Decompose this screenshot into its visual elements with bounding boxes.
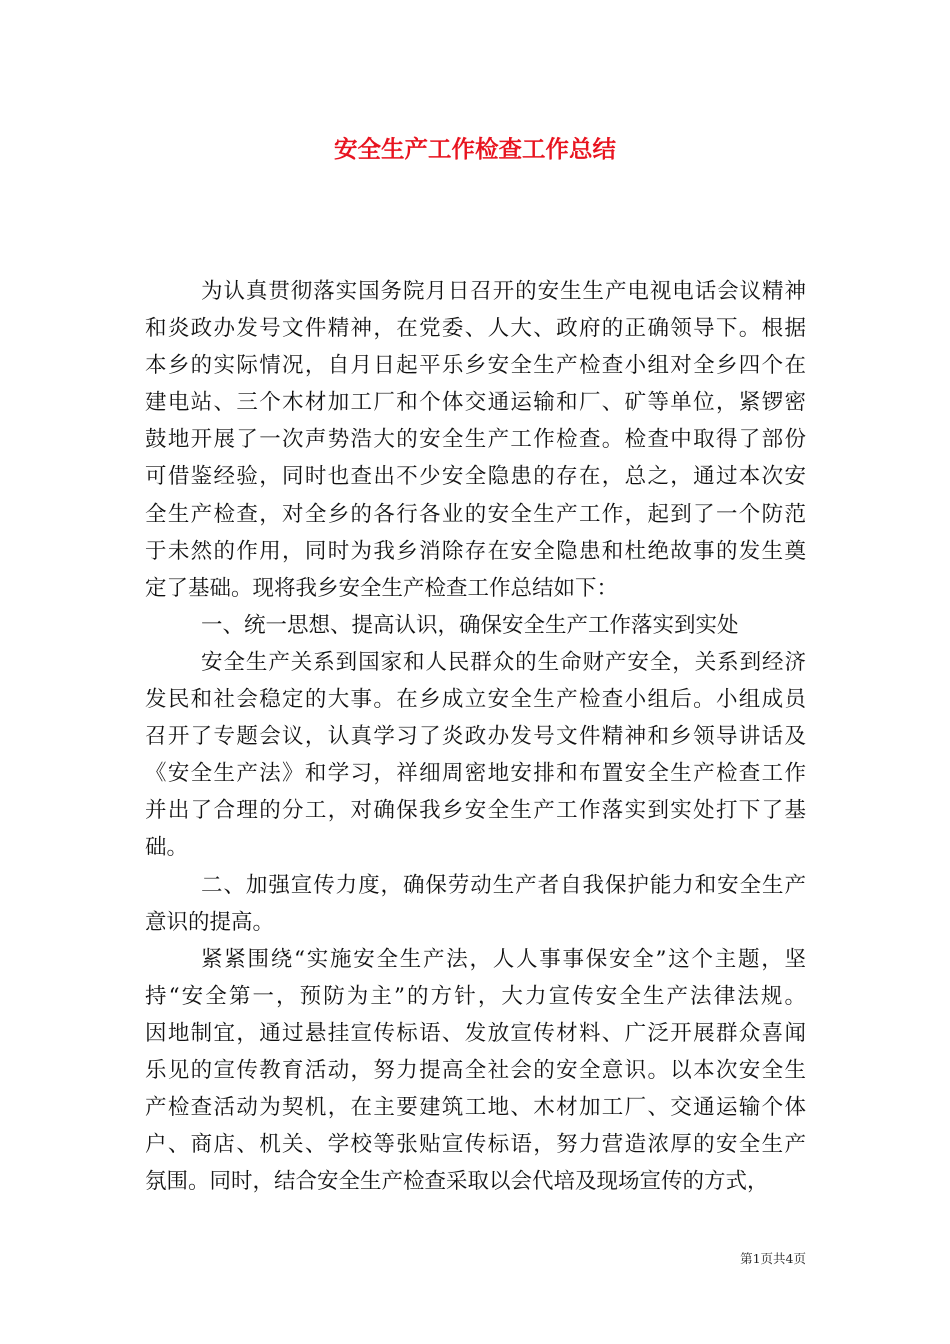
text-line: 全生产检查，对全乡的各行各业的安全生产工作，起到了一个防范 xyxy=(145,501,806,527)
page-number: 第1页共4页 xyxy=(740,1251,806,1266)
text-line: 召开了专题会议，认真学习了炎政办发号文件精神和乡领导讲话及 xyxy=(145,724,806,750)
text-line: 安全生产关系到国家和人民群众的生命财产安全，关系到经济 xyxy=(201,649,806,675)
text-line: 因地制宜，通过悬挂宣传标语、发放宣传材料、广泛开展群众喜闻 xyxy=(145,1020,806,1046)
text-line: 一、统一思想、提高认识，确保安全生产工作落实到实处 xyxy=(201,612,739,638)
text-line: 可借鉴经验，同时也查出不少安全隐患的存在，总之，通过本次安 xyxy=(145,464,806,490)
text-line: 为认真贯彻落实国务院月日召开的安生生产电视电话会议精神 xyxy=(201,279,806,304)
text-line: 本乡的实际情况，自月日起平乐乡安全生产检查小组对全乡四个在 xyxy=(145,353,806,379)
text-line: 紧紧围绕“实施安全生产法，人人事事保安全”这个主题，坚 xyxy=(201,946,806,972)
text-line: 《安全生产法》和学习，祥细周密地安排和布置安全生产检查工作 xyxy=(145,761,806,787)
text-line: 鼓地开展了一次声势浩大的安全生产工作检查。检查中取得了部份 xyxy=(145,427,806,453)
paragraph xyxy=(145,867,806,941)
text-line: 于未然的作用，同时为我乡消除存在安全隐患和杜绝故事的发生奠 xyxy=(145,538,806,564)
paragraph xyxy=(145,644,806,867)
text-line: 持“安全第一，预防为主”的方针，大力宣传安全生产法律法规。 xyxy=(145,983,806,1009)
paragraph xyxy=(145,607,806,644)
text-line: 乐见的宣传教育活动，努力提高全社会的安全意识。以本次安全生 xyxy=(145,1057,806,1083)
text-line: 并出了合理的分工，对确保我乡安全生产工作落实到实处打下了基 xyxy=(145,798,806,824)
paragraph xyxy=(145,941,806,1201)
text-line: 意识的提高。 xyxy=(145,909,275,935)
text-line: 二、加强宣传力度，确保劳动生产者自我保护能力和安全生产 xyxy=(201,872,806,898)
document-body xyxy=(145,273,806,1200)
text-line: 础。 xyxy=(145,835,189,861)
paragraph xyxy=(145,273,806,607)
text-line: 和炎政办发号文件精神，在党委、人大、政府的正确领导下。根据 xyxy=(145,316,806,342)
text-line: 户、商店、机关、学校等张贴宣传标语，努力营造浓厚的安全生产 xyxy=(145,1132,806,1158)
document-title: 安全生产工作检查工作总结 xyxy=(334,135,616,163)
text-line: 氛围。同时，结合安全生产检查采取以会代培及现场宣传的方式， xyxy=(145,1169,769,1195)
text-line: 产检查活动为契机，在主要建筑工地、木材加工厂、交通运输个体 xyxy=(145,1095,806,1121)
text-line: 定了基础。现将我乡安全生产检查工作总结如下： xyxy=(145,575,619,601)
text-line: 建电站、三个木材加工厂和个体交通运输和厂、矿等单位，紧锣密 xyxy=(145,390,806,416)
text-line: 发民和社会稳定的大事。在乡成立安全生产检查小组后。小组成员 xyxy=(145,687,806,713)
